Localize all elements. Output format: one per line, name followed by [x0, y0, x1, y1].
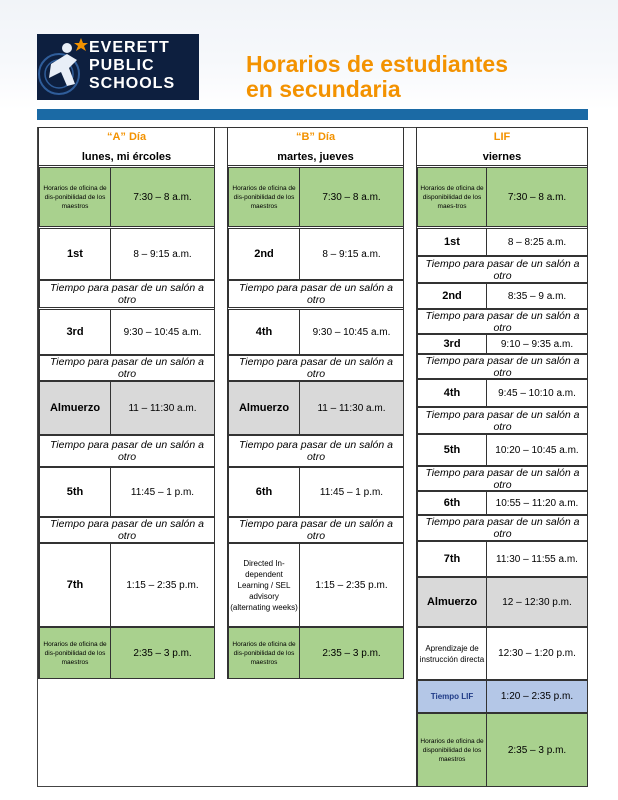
lunch-label: Almuerzo	[228, 381, 300, 435]
office-hours-label: Horarios de oficina de disponibilidad de los maestros	[417, 713, 487, 787]
page-title	[246, 52, 508, 102]
passing-time-note: Tiempo para pasar de un salón a otro	[417, 466, 588, 491]
period-time: 9:45 – 10:10 a.m.	[486, 379, 588, 407]
period-label: 4th	[228, 309, 300, 355]
period-time: 10:55 – 11:20 a.m.	[486, 491, 588, 515]
period-time: 8 – 9:15 a.m.	[299, 228, 404, 280]
period-time: 7:30 – 8 a.m.	[486, 167, 588, 227]
passing-time-note: Tiempo para pasar de un salón a otro	[228, 280, 404, 308]
lif-time: 1:20 – 2:35 p.m.	[486, 680, 588, 713]
period-time: 11:30 – 11:55 a.m.	[486, 541, 588, 577]
column-b-days: martes, jueves	[228, 148, 403, 166]
period-time: 2:35 – 3 p.m.	[486, 713, 588, 787]
office-hours-label: Horarios de oficina de dis-ponibilidad de los maestros	[228, 167, 300, 227]
period-label: 5th	[417, 434, 487, 466]
title-line-1: Horarios de estudiantes	[246, 51, 509, 77]
direct-instruction-label: Aprendizaje de instrucción directa	[417, 627, 487, 680]
district-logo	[37, 34, 199, 100]
period-time: 9:10 – 9:35 a.m.	[486, 334, 588, 354]
passing-time-note: Tiempo para pasar de un salón a otro	[417, 515, 588, 541]
period-label: 3rd	[39, 309, 111, 355]
title-line-2: en secundaria	[246, 76, 401, 102]
column-b-title: “B” Día	[228, 128, 403, 146]
passing-time-note: Tiempo para pasar de un salón a otro	[39, 435, 215, 467]
period-label: 7th	[39, 543, 111, 627]
passing-time-note: Tiempo para pasar de un salón a otro	[39, 280, 215, 308]
logo-line-2: PUBLIC	[89, 57, 155, 74]
passing-time-note: Tiempo para pasar de un salón a otro	[417, 354, 588, 379]
period-time: 8:35 – 9 a.m.	[486, 283, 588, 309]
office-hours-label: Horarios de oficina de dis-ponibilidad de los maestros	[228, 627, 300, 679]
passing-time-note: Tiempo para pasar de un salón a otro	[39, 517, 215, 543]
lunch-label: Almuerzo	[417, 577, 487, 627]
period-label: 5th	[39, 467, 111, 517]
period-time: 10:20 – 10:45 a.m.	[486, 434, 588, 466]
period-time: 8 – 8:25 a.m.	[486, 228, 588, 256]
column-a-days: lunes, mi ércoles	[39, 148, 214, 166]
lunch-label: Almuerzo	[39, 381, 111, 435]
period-label: 7th	[417, 541, 487, 577]
period-time: 7:30 – 8 a.m.	[110, 167, 215, 227]
period-time: 9:30 – 10:45 a.m.	[110, 309, 215, 355]
office-hours-label: Horarios de oficina de dis-ponibilidad de los maestros	[39, 167, 111, 227]
passing-time-note: Tiempo para pasar de un salón a otro	[228, 355, 404, 381]
period-time: 7:30 – 8 a.m.	[299, 167, 404, 227]
period-label: 2nd	[417, 283, 487, 309]
period-label: 2nd	[228, 228, 300, 280]
period-label: 1st	[39, 228, 111, 280]
header-divider-bar	[37, 109, 588, 120]
period-time: 8 – 9:15 a.m.	[110, 228, 215, 280]
logo-line-3: SCHOOLS	[89, 75, 176, 92]
star-figure-icon	[37, 34, 89, 100]
office-hours-label: Horarios de oficina de disponibilidad de los maes-tros	[417, 167, 487, 227]
column-b-day	[227, 127, 404, 679]
period-time: 12:30 – 1:20 p.m.	[486, 627, 588, 680]
period-label: 6th	[417, 491, 487, 515]
period-time: 2:35 – 3 p.m.	[110, 627, 215, 679]
column-c-days: viernes	[417, 148, 587, 166]
lunch-time: 11 – 11:30 a.m.	[110, 381, 215, 435]
column-c-title: LIF	[417, 128, 587, 146]
period-time: 11:45 – 1 p.m.	[299, 467, 404, 517]
period-time: 9:30 – 10:45 a.m.	[299, 309, 404, 355]
period-time: 2:35 – 3 p.m.	[299, 627, 404, 679]
period-label: 3rd	[417, 334, 487, 354]
period-label: 4th	[417, 379, 487, 407]
period-time: 1:15 – 2:35 p.m.	[110, 543, 215, 627]
passing-time-note: Tiempo para pasar de un salón a otro	[417, 407, 588, 434]
column-a-title: “A” Día	[39, 128, 214, 146]
passing-time-note: Tiempo para pasar de un salón a otro	[228, 435, 404, 467]
passing-time-note: Tiempo para pasar de un salón a otro	[39, 355, 215, 381]
lif-time-label: Tiempo LIF	[417, 680, 487, 713]
logo-line-1: EVERETT	[89, 39, 170, 56]
passing-time-note: Tiempo para pasar de un salón a otro	[417, 309, 588, 334]
column-a-day	[38, 127, 215, 679]
passing-time-note: Tiempo para pasar de un salón a otro	[228, 517, 404, 543]
lunch-time: 12 – 12:30 p.m.	[486, 577, 588, 627]
passing-time-note: Tiempo para pasar de un salón a otro	[417, 256, 588, 283]
period-time: 11:45 – 1 p.m.	[110, 467, 215, 517]
period-time: 1:15 – 2:35 p.m.	[299, 543, 404, 627]
period-label: 6th	[228, 467, 300, 517]
column-lif-day	[416, 127, 588, 787]
office-hours-label: Horarios de oficina de dis-ponibilidad de los maestros	[39, 627, 111, 679]
advisory-label: Directed In-dependent Learning / SEL advisory (alternating weeks)	[228, 543, 300, 627]
lunch-time: 11 – 11:30 a.m.	[299, 381, 404, 435]
period-label: 1st	[417, 228, 487, 256]
